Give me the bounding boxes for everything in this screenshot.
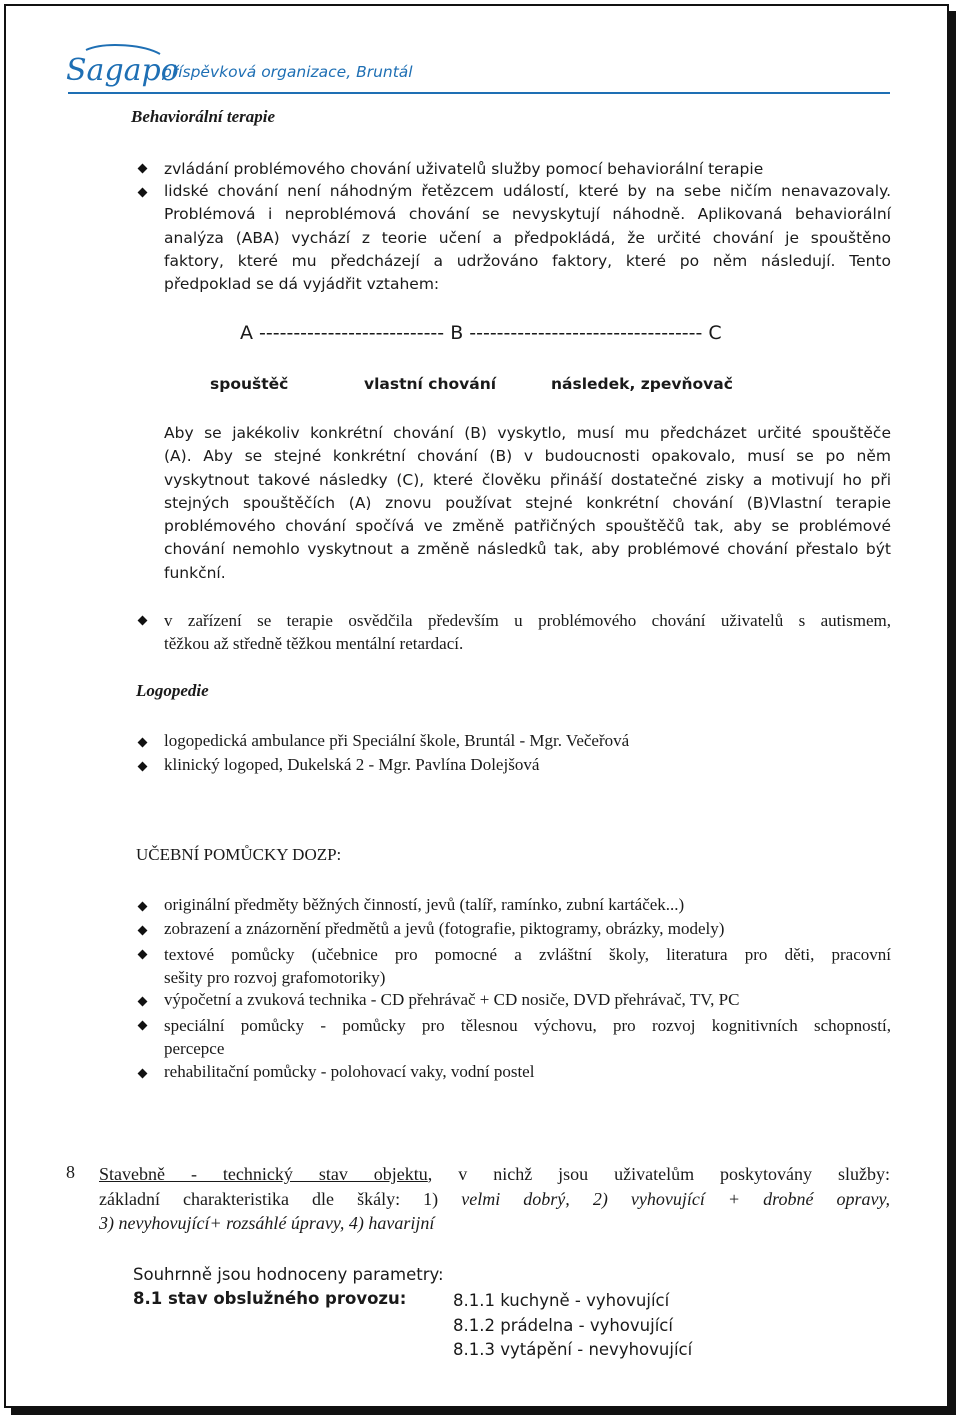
subsection-items (453, 1289, 692, 1363)
aids-item: originální předměty běžných činností, jevů (talíř, ramínko, zubní kartáček...) (164, 895, 685, 914)
text-line: textové pomůcky (učebnice pro pomocné a zvláštní školy, literatura pro děti, pracovní (164, 945, 891, 964)
text-line: lidské chování není náhodným řetězcem událostí, které by na sebe ničím nenavazovaly. (164, 182, 891, 200)
text-line: těžkou až středně těžkou mentální retardací. (164, 634, 464, 654)
summary-label: Souhrnně jsou hodnoceny parametry: (133, 1265, 444, 1284)
aids-item (164, 1014, 891, 1061)
behavioral-paragraph (164, 422, 891, 585)
section-8-intro (99, 1162, 890, 1236)
text-line: faktory, které mu předcházejí a udržováno faktory, které po něm následují. Tento (164, 251, 891, 270)
subsection-item: 8.1.1 kuchyně - vyhovující (453, 1291, 670, 1310)
behavioral-bullet-3 (164, 609, 891, 656)
aids-item (164, 943, 891, 990)
formula-label-behavior: vlastní chování (364, 375, 497, 393)
text-line (99, 1187, 890, 1212)
text-line: Problémová i neproblémová chování se nevyskytují náhodně. Aplikovaná behaviorální (164, 205, 891, 224)
text-line: Aby se jakékoliv konkrétní chování (B) vyskytlo, musí mu předcházet určité spouštěče (164, 424, 891, 442)
behavioral-bullet-2 (164, 180, 891, 296)
aids-item: zobrazení a znázornění předmětů a jevů (fotografie, piktogramy, obrázky, modely) (164, 919, 725, 938)
section-8-title: Stavebně - technický stav objektu (99, 1164, 428, 1184)
text-line: (A). Aby se stejné konkrétní chování (B) v budoucnosti opakovalo, musí se po něm (164, 447, 891, 466)
section-8-title-rest: , v nichž jsou uživatelům poskytovány služby: (427, 1164, 890, 1184)
heading-speech-therapy: Logopedie (136, 681, 209, 700)
text-line: analýza (ABA) vychází z teorie učení a předpokládá, že určité chování je spouštěno (164, 228, 891, 247)
formula-label-trigger: spouštěč (210, 375, 289, 393)
scale-values-cont: 3) nevyhovující+ rozsáhlé úpravy, 4) havarijní (99, 1213, 435, 1233)
section-number: 8 (66, 1162, 75, 1182)
speech-item: klinický logoped, Dukelská 2 - Mgr. Pavlína Dolejšová (164, 755, 540, 774)
text-line: funkční. (164, 563, 226, 582)
text-line: v zařízení se terapie osvědčila především u problémového chování uživatelů s autismem, (164, 611, 891, 630)
speech-item: logopedická ambulance při Speciální škole, Bruntál - Mgr. Večeřová (164, 731, 630, 750)
logo-wordmark: Sagapo (66, 53, 179, 88)
subsection-item: 8.1.2 prádelna - vyhovující (453, 1315, 673, 1335)
text-line: stejných spouštěčích (A) znovu používat stejné konkrétní chování (B)Vlastní terapie (164, 493, 891, 512)
organization-name: příspěvková organizace, Bruntál (162, 63, 413, 81)
subsection-item: 8.1.3 vytápění - nevyhovující (453, 1340, 693, 1359)
scale-intro: základní charakteristika dle škály: 1) (99, 1188, 462, 1209)
aids-item: rehabilitační pomůcky - polohovací vaky, vodní postel (164, 1062, 535, 1081)
heading-behavioral-therapy: Behaviorální terapie (131, 107, 276, 126)
sagapo-logo-icon (64, 42, 179, 90)
aids-item: výpočetní a zvuková technika - CD přehrávač + CD nosiče, DVD přehrávač, TV, PC (164, 990, 740, 1009)
text-line: předpoklad se dá vyjádřit vztahem: (164, 275, 440, 294)
header-rule (68, 92, 890, 94)
aba-formula: A --------------------------- B ---------------------------------- C (240, 322, 722, 344)
text-line: speciální pomůcky - pomůcky pro tělesnou výchovu, pro rozvoj kognitivních schopností, (164, 1016, 891, 1035)
text-line: chování nemohlo vyskytnout a změně následků tak, aby problémové chování přestalo být (164, 540, 891, 559)
text-line: percepce (164, 1039, 225, 1059)
text-line: problémového chování spočívá ve změně patřičných spouštěčů tak, aby se problémové (164, 517, 891, 536)
text-line: vyskytnout takové následky (C), které člověku přináší dostatečné zisky a motivují ho při (164, 470, 891, 489)
scale-values: velmi dobrý, 2) vyhovující + drobné opravy, (461, 1188, 890, 1209)
behavioral-bullet-1: zvládání problémového chování uživatelů služby pomocí behaviorální terapie (164, 160, 764, 178)
text-line: sešity pro rozvoj grafomotoriky) (164, 968, 386, 988)
text-line (99, 1162, 890, 1187)
subsection-label: 8.1 stav obslužného provozu: (133, 1289, 407, 1308)
formula-label-consequence: následek, zpevňovač (551, 375, 733, 393)
heading-teaching-aids: UČEBNÍ POMŮCKY DOZP: (136, 845, 342, 864)
